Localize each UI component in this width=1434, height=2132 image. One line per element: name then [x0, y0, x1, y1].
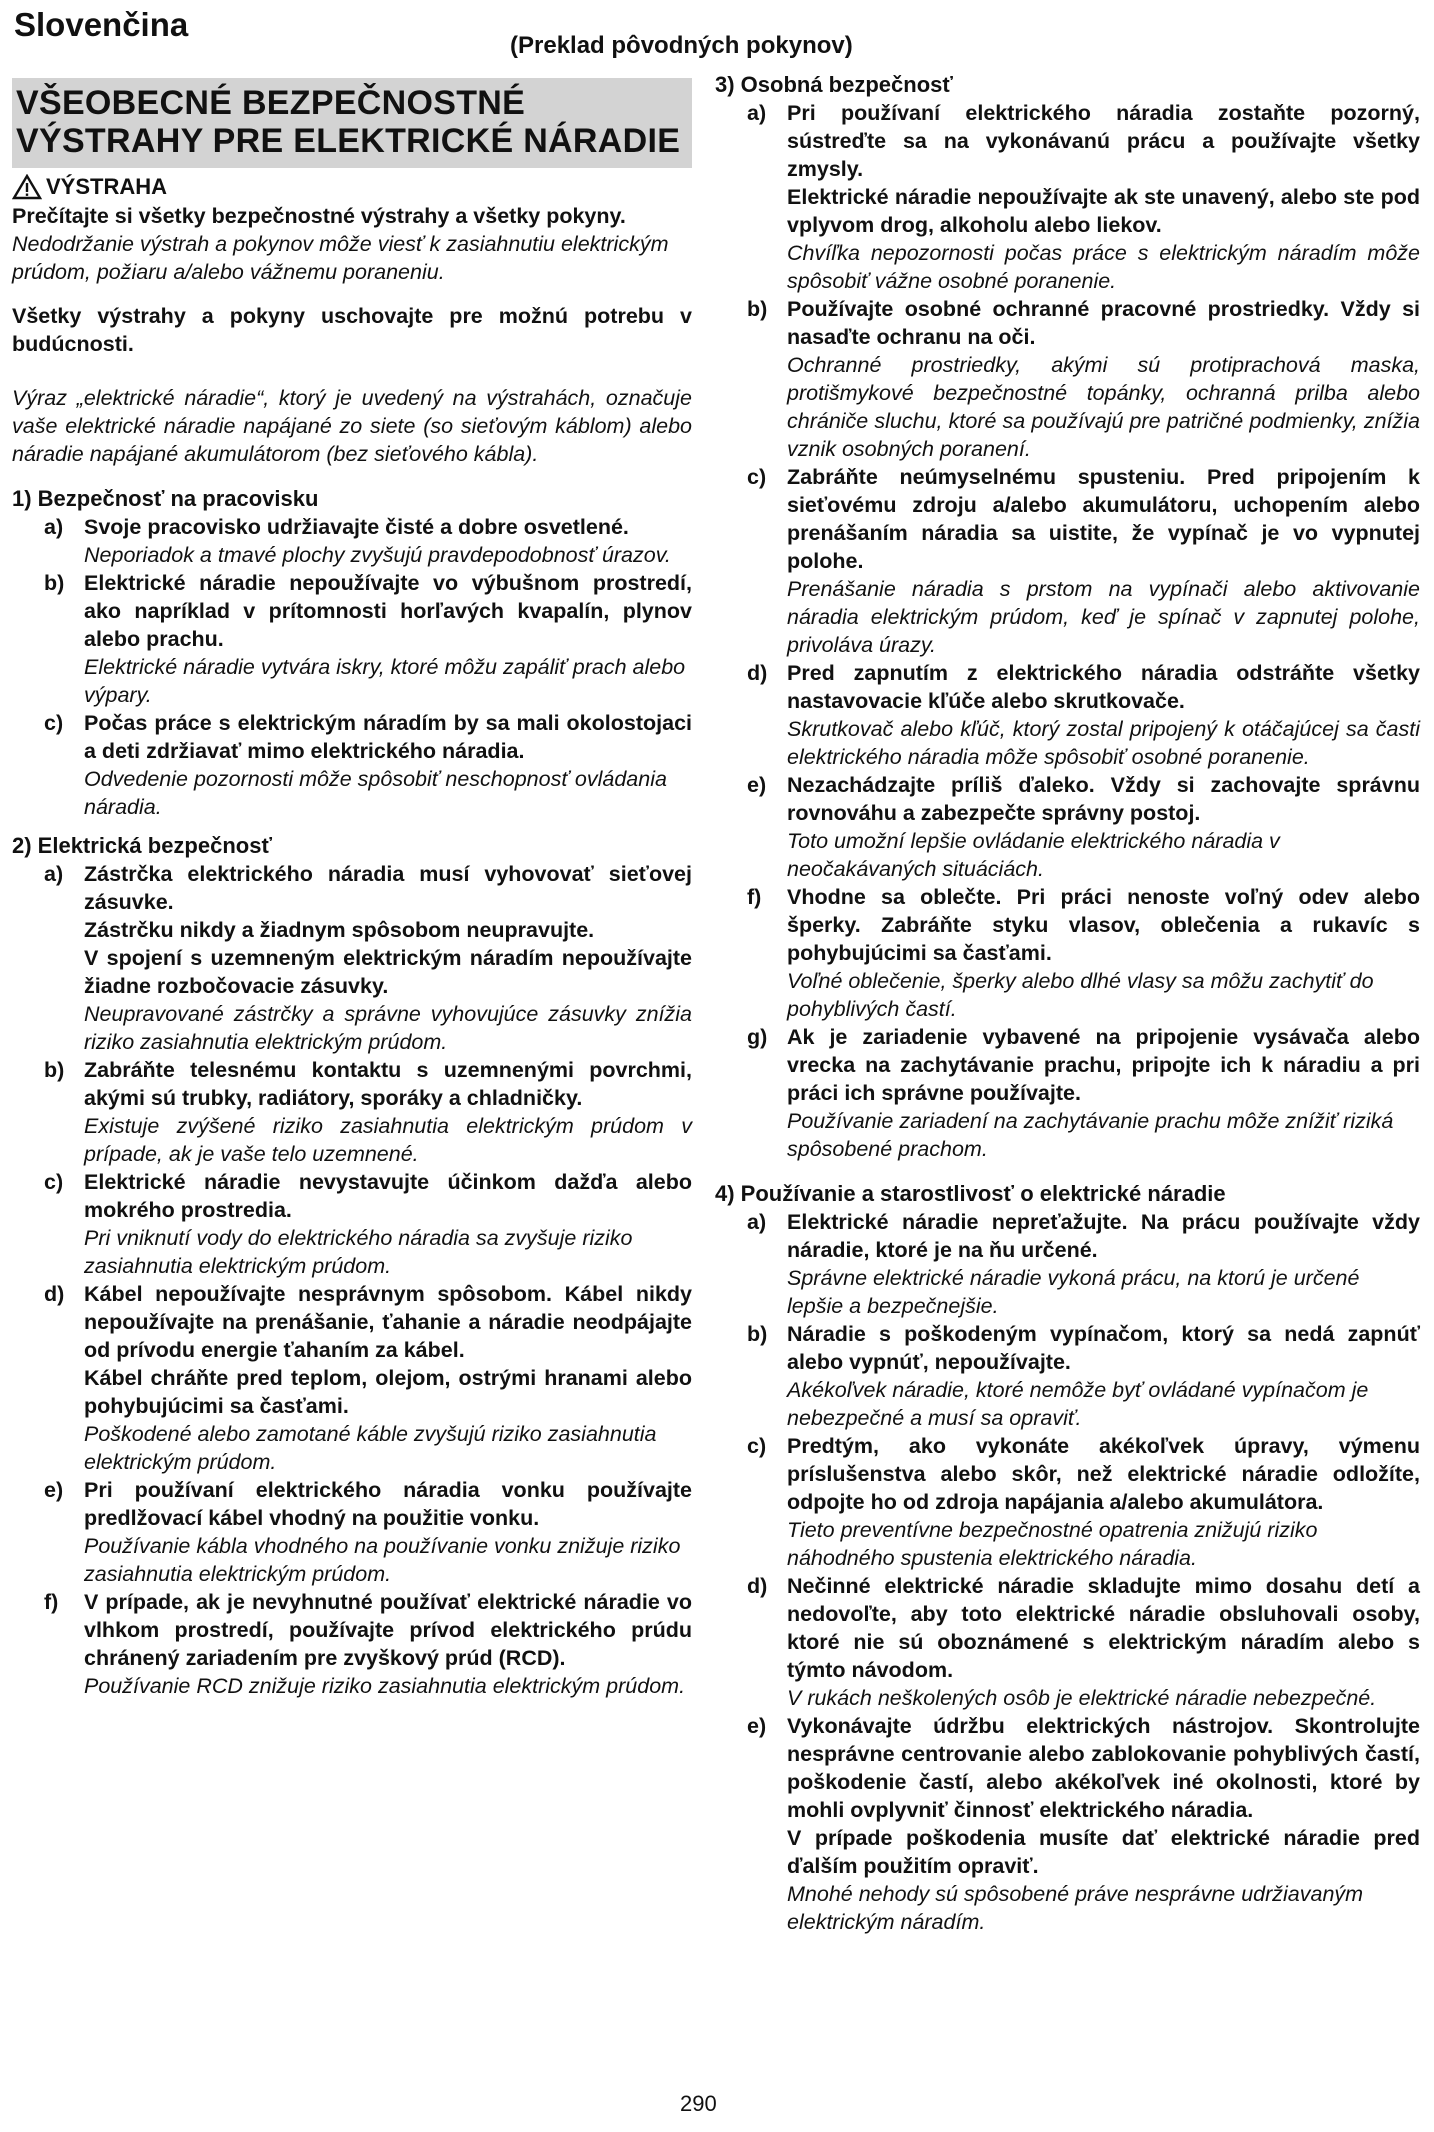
- s3-item-b: b) Používajte osobné ochranné pracovné prostriedky. Vždy si nasaďte ochranu na oči. Ochranné prostriedky, akými sú protiprachová maska, protišmykové bezpečnostné topánky, ochranná prilba alebo chrániče sluchu, ktoré sa používajú pre patričné podmienky, znížia vznik osobných poranení.: [747, 297, 1420, 461]
- section-1-title: 1) Bezpečnosť na pracovisku: [12, 486, 319, 511]
- s4-item-b: b) Náradie s poškodeným vypínačom, ktorý sa nedá zapnúť alebo vypnúť, nepoužívajte. Akékoľvek náradie, ktoré nemôže byť ovládané vypínačom je nebezpečné a musí sa opraviť.: [747, 1322, 1420, 1430]
- s2-item-f: f) V prípade, ak je nevyhnutné používať elektrické náradie vo vlhkom prostredí, používajte prívod elektrického prúdu chránený zariadením pre zvyškový prúd (RCD). Používanie RCD znižuje riziko zasiahnutia elektrickým prúdom.: [44, 1590, 692, 1698]
- s4-item-a: a) Elektrické náradie nepreťažujte. Na prácu používajte vždy náradie, ktoré je na ňu určené. Správne elektrické náradie vykoná prácu, na ktorú je určené lepšie a bezpečnejšie.: [747, 1210, 1420, 1318]
- s3-item-d: d) Pred zapnutím z elektrického náradia odstráňte všetky nastavovacie kľúče alebo skrutkovače. Skrutkovač alebo kľúč, ktorý zostal pripojený k otáčajúcej sa časti elektrického náradia môže spôsobiť osobné poranenie.: [747, 661, 1420, 769]
- s1-item-c: c) Počas práce s elektrickým náradím by sa mali okolostojaci a deti zdržiavať mimo elektrického náradia. Odvedenie pozornosti môže spôsobiť neschopnosť ovládania náradia.: [44, 711, 692, 819]
- definition-text: Výraz „elektrické náradie“, ktorý je uvedený na výstrahách, označuje vaše elektrické náradie napájané zo siete (so sieťovým káblom) alebo náradie napájané akumulátorom (bez sieťového kábla).: [12, 386, 692, 466]
- s2-item-a: a) Zástrčka elektrického náradia musí vyhovovať sieťovej zásuvke. Zástrčku nikdy a žiadnym spôsobom neupravujte. V spojení s uzemneným elektrickým náradím nepoužívajte žiadne rozbočovacie zásuvky. Neupravované zástrčky a správne vyhovujúce zásuvky znížia riziko zasiahnutia elektrickým prúdom.: [44, 862, 692, 1054]
- right-column: [715, 70, 1420, 1936]
- warning-label: VÝSTRAHA: [46, 174, 168, 199]
- s2-item-b: b) Zabráňte telesnému kontaktu s uzemnenými povrchmi, akými sú trubky, radiátory, sporáky a chladničky. Existuje zvýšené riziko zasiahnutia elektrickým prúdom v prípade, ak je vaše telo uzemnené.: [44, 1058, 692, 1166]
- left-column: [12, 78, 692, 1700]
- warning-heading: [12, 174, 692, 200]
- section-3-title: 3) Osobná bezpečnosť: [715, 72, 953, 97]
- s4-item-c: c) Predtým, ako vykonáte akékoľvek úpravy, výmenu príslušenstva alebo skôr, než elektrické náradie odložíte, odpojte ho od zdroja napájania a/alebo akumulátora. Tieto preventívne bezpečnostné opatrenia znižujú riziko náhodného spustenia elektrického náradia.: [747, 1434, 1420, 1570]
- warning-consequence: Nedodržanie výstrah a pokynov môže viesť k zasiahnutiu elektrickým prúdom, požiaru a/alebo vážnemu poraneniu.: [12, 232, 669, 284]
- s3-item-f: f) Vhodne sa oblečte. Pri práci nenoste voľný odev alebo šperky. Zabráňte styku vlasov, oblečenia a rukavíc s pohybujúcimi sa časťami. Voľné oblečenie, šperky alebo dlhé vlasy sa môžu zachytiť do pohyblivých častí.: [747, 885, 1420, 1021]
- section-4-title: 4) Používanie a starostlivosť o elektrické náradie: [715, 1181, 1226, 1206]
- title-box: [12, 78, 692, 168]
- s1-item-a: a) Svoje pracovisko udržiavajte čisté a dobre osvetlené. Neporiadok a tmavé plochy zvyšujú pravdepodobnosť úrazov.: [44, 515, 671, 567]
- s3-item-a: a) Pri používaní elektrického náradia zostaňte pozorný, sústreďte sa na vykonávanú prácu a používajte všetky zmysly. Elektrické náradie nepoužívajte ak ste unavený, alebo ste pod vplyvom drog, alkoholu alebo liekov. Chvíľka nepozornosti počas práce s elektrickým náradím môže spôsobiť vážne osobné poranenie.: [747, 101, 1420, 293]
- page-title: VŠEOBECNÉ BEZPEČNOSTNÉ VÝSTRAHY PRE ELEKTRICKÉ NÁRADIE: [16, 84, 681, 160]
- language-heading: Slovenčina: [14, 6, 189, 43]
- section-2-title: 2) Elektrická bezpečnosť: [12, 833, 272, 858]
- warning-read-all: Prečítajte si všetky bezpečnostné výstrahy a všetky pokyny.: [12, 204, 626, 228]
- s2-item-d: d) Kábel nepoužívajte nesprávnym spôsobom. Kábel nikdy nepoužívajte na prenášanie, ťahanie a náradie neodpájajte od prívodu energie ťahaním za kábel. Kábel chráňte pred teplom, olejom, ostrými hranami alebo pohybujúcimi sa časťami. Poškodené alebo zamotané káble zvyšujú riziko zasiahnutia elektrickým prúdom.: [44, 1282, 692, 1474]
- s3-item-g: g) Ak je zariadenie vybavené na pripojenie vysávača alebo vrecka na zachytávanie prachu, pripojte ich k náradiu a pri práci ich správne používajte. Používanie zariadení na zachytávanie prachu môže znížiť riziká spôsobené prachom.: [747, 1025, 1420, 1161]
- page-number: 290: [680, 2091, 717, 2116]
- s4-item-d: d) Nečinné elektrické náradie skladujte mimo dosahu detí a nedovoľte, aby toto elektrické náradie obsluhovali osoby, ktoré nie sú oboznámené s elektrickým náradím alebo s týmto návodom. V rukách neškolených osôb je elektrické náradie nebezpečné.: [747, 1574, 1420, 1710]
- s4-item-e: e) Vykonávajte údržbu elektrických nástrojov. Skontrolujte nesprávne centrovanie alebo zablokovanie pohyblivých častí, poškodenie častí, alebo akékoľvek iné okolnosti, ktoré by mohli ovplyvniť činnosť elektrického náradia. V prípade poškodenia musíte dať elektrické náradie pred ďalším použitím opraviť. Mnohé nehody sú spôsobené práve nesprávne udržiavaným elektrickým náradím.: [747, 1714, 1420, 1934]
- s3-item-c: c) Zabráňte neúmyselnému spusteniu. Pred pripojením k sieťovému zdroju a/alebo akumulátoru, uchopením alebo prenášaním náradia sa uistite, že vypínač je vo vypnutej polohe. Prenášanie náradia s prstom na vypínači alebo aktivovanie náradia elektrickým prúdom, keď je spínač v zapnutej polohe, privoláva úrazy.: [747, 465, 1420, 657]
- translation-subtitle: (Preklad pôvodných pokynov): [510, 32, 853, 59]
- warning-triangle-icon: [12, 174, 42, 200]
- warning-keep: Všetky výstrahy a pokyny uschovajte pre možnú potrebu v budúcnosti.: [12, 304, 692, 356]
- s2-item-c: c) Elektrické náradie nevystavujte účinkom dažďa alebo mokrého prostredia. Pri vniknutí vody do elektrického náradia sa zvyšuje riziko zasiahnutia elektrickým prúdom.: [44, 1170, 692, 1278]
- s2-item-e: e) Pri používaní elektrického náradia vonku používajte predlžovací kábel vhodný na použitie vonku. Používanie kábla vhodného na používanie vonku znižuje riziko zasiahnutia elektrickým prúdom.: [44, 1478, 692, 1586]
- s3-item-e: e) Nezachádzajte príliš ďaleko. Vždy si zachovajte správnu rovnováhu a zabezpečte správny postoj. Toto umožní lepšie ovládanie elektrického náradia v neočakávaných situáciách.: [747, 773, 1420, 881]
- s1-item-b: b) Elektrické náradie nepoužívajte vo výbušnom prostredí, ako napríklad v prítomnosti horľavých kvapalín, plynov alebo prachu. Elektrické náradie vytvára iskry, ktoré môžu zapáliť prach alebo výpary.: [44, 571, 692, 707]
